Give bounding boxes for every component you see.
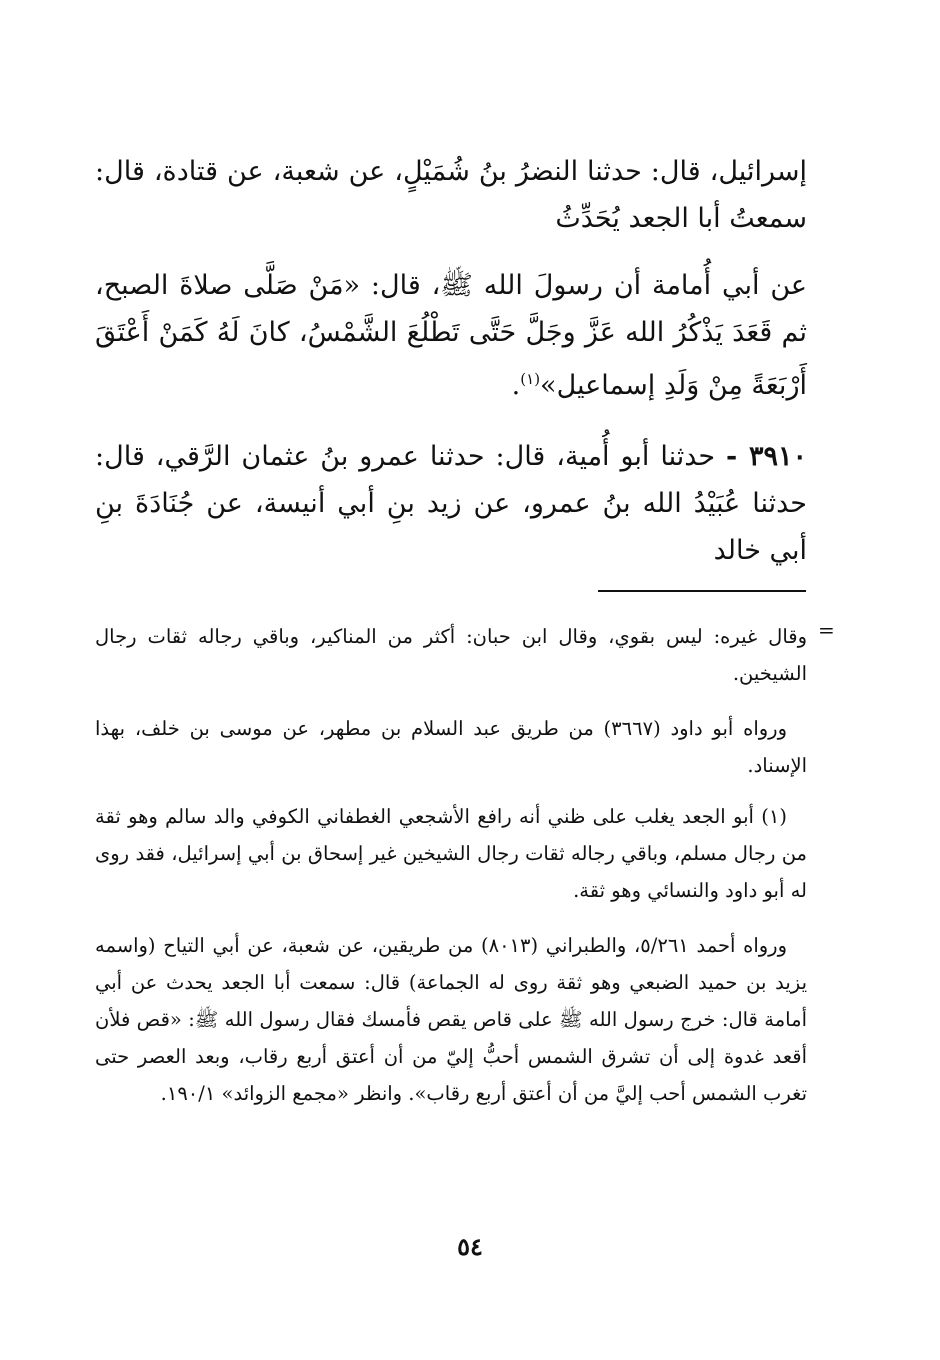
footnote-text: (١) أبو الجعد يغلب على ظني أنه رافع الأشجعي الغطفاني الكوفي والد سالم وهو ثقة من رجال مسلم، وباقي رجاله ثقات رجال الشيخين غير إسحاق بن أبي إسرائيل، فقد روى له أبو داود والنسائي وهو ثقة. xyxy=(95,805,807,902)
footnote-1 xyxy=(95,618,807,692)
main-paragraph-3 xyxy=(95,433,807,574)
footnote-text: وقال غيره: ليس بقوي، وقال ابن حبان: أكثر من المناكير، وباقي رجاله ثقات رجال الشيخين. xyxy=(95,625,807,685)
main-paragraph-2 xyxy=(95,262,807,409)
page-number: ٥٤ xyxy=(457,1232,483,1261)
main-paragraph-1 xyxy=(95,148,807,242)
hadith-matn: عن أبي أُمامة أن رسولَ الله ﷺ، قال: «مَنْ صَلَّى صلاةَ الصبح، ثم قَعَدَ يَذْكُرُ الله عَزَّ وجَلَّ حَتَّى تَطْلُعَ الشَّمْسُ، كانَ لَهُ كَمَنْ أَعْتَقَ أَرْبَعَةً مِنْ وَلَدِ إسماعيل» xyxy=(95,270,807,401)
hadith-text xyxy=(95,262,807,409)
footnote-separator xyxy=(598,590,806,592)
hadith-text: إسرائيل، قال: حدثنا النضرُ بنُ شُمَيْلٍ، عن شعبة، عن قتادة، قال: سمعتُ أبا الجعد يُحَدِّثُ xyxy=(95,156,807,234)
footnote-continuation-mark: = xyxy=(818,618,835,642)
footnote-reference: (١) xyxy=(520,370,541,388)
hadith-number: ٣٩١٠ - xyxy=(726,441,807,472)
isnad-text: حدثنا أبو أُمية، قال: حدثنا عمرو بنُ عثمان الرَّقي، قال: حدثنا عُبَيْدُ الله بنُ عمرو، عن زيد بنِ أبي أنيسة، عن جُنَادَةَ بنِ أبي خالد xyxy=(95,441,807,566)
footnote-text: ورواه أحمد ٥/٢٦١، والطبراني (٨٠١٣) من طريقين، عن شعبة، عن أبي التياح (واسمه يزيد بن حميد الضبعي وهو ثقة روى له الجماعة) قال: سمعت أبا الجعد يحدث عن أبي أمامة قال: خرج رسول الله ﷺ على قاص يقص فأمسك فقال رسول الله ﷺ: «قص فلأن أقعد غدوة إلى أن تشرق الشمس أحبُّ إليّ من أن أعتق أربع رقاب، وبعد العصر حتى تغرب الشمس أحب إليَّ من أن أعتق أربع رقاب». وانظر «مجمع الزوائد» ١٩٠/١. xyxy=(95,934,807,1105)
sentence-end: . xyxy=(511,370,521,401)
footnote-2 xyxy=(95,710,807,784)
footnote-3 xyxy=(95,798,807,909)
hadith-text xyxy=(95,433,807,574)
footnote-text: ورواه أبو داود (٣٦٦٧) من طريق عبد السلام بن مطهر، عن موسى بن خلف، بهذا الإسناد. xyxy=(95,717,807,777)
footnote-4 xyxy=(95,927,807,1112)
